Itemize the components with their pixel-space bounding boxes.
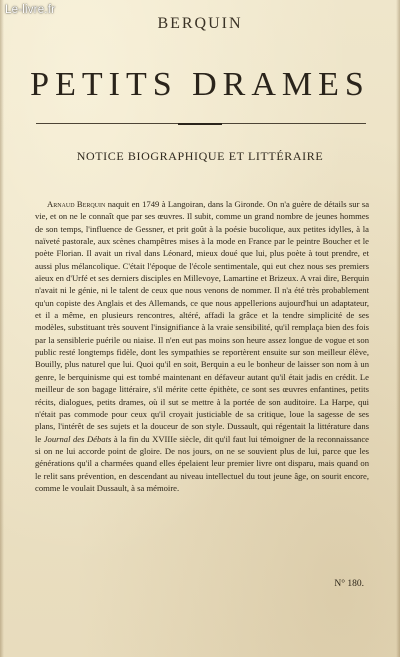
paragraph-text: naquit en 1749 à Langoiran, dans la Gironde. On n'a guère de détails sur sa vie, et on ne le connaît que par ses œuvres. Il subit, comme un grand nombre de jeunes hommes de son temps, l'influence de Gessner, et prit goût à la poésie bucolique, aux petites idylles, à la naïveté pastorale, aux scènes champêtres mises à la mode en France par le peintre Boucher et le poète Florian. Il avait un rival dans Léonard, mieux doué que lui, plus poète à tout prendre, et aussi plus mélancolique. C'était l'époque de l'école sentimentale, qui eut chez nous ses premiers aïeux en d'Urfé et ses derniers disciples en Millevoye, Lamartine et Brizeux. A vrai dire, Berquin n'avait ni le génie, ni le talent de ceux que nous venons de nommer. Il n'a été très probablement qu'un copiste des Anglais et des Allemands, ce que nous appellerions aujourd'hui un adaptateur, et il a même, en plusieurs rencontres, altéré, affadi la grâce et la tendre simplicité de ses modèles, substituant très souvent l'insignifiance à la vraie sensibilité, qu'il remplaça bien des fois par la sensiblerie puérile ou niaise. Il n'en eut pas moins son heure assez longue de vogue et son public resté longtemps fidèle, dont les sympathies se reportèrent ensuite sur son meilleur élève, Bouilly, plus naturel que lui. Quoi qu'il en soit, Berquin a eu le bonheur de laisser son nom à un genre, le berquinisme qui est tombé maintenant en défaveur autant qu'il était jadis en crédit. Le meilleur de son bagage littéraire, s'il mérite cette épithète, ce sont ses œuvres enfantines, petits récits, dialogues, petits drames, où il sut se mettre à la portée de son auditoire. La Harpe, qui n'était pas commode pour ceux qu'il croyait justiciable de sa critique, loue la sagesse de ses plans, l'intérêt de ses sujets et la douceur de son style. Dussault, qui régentait la littérature dans le xyxy=(35,199,370,444)
journal-title: Journal des Débats xyxy=(43,433,112,444)
opening-name: Arnaud Berquin xyxy=(47,199,106,209)
title-rule-accent xyxy=(178,123,222,125)
paragraph-text-end: à la fin du XVIIIe siècle, dit qu'il faut lui témoigner de la reconnaissance si on ne lui accorde point de gloire. De nos jours, on ne se souvient plus de lui, parce que les générations qu'il a charmées quand elles épelaient leur premier livre ont disparu, mais quand on le relit sans prévention, en descendant au niveau intellectuel du tout jeune âge, on sourit encore, comme le voulait Dussault, à sa mémoire. xyxy=(35,433,369,493)
running-header-author: BERQUIN xyxy=(157,15,243,32)
page-number: N° 180. xyxy=(334,579,364,589)
body-paragraph xyxy=(35,198,369,494)
page-title: PETITS DRAMES xyxy=(30,66,370,103)
body-text xyxy=(35,198,369,494)
section-title: NOTICE BIOGRAPHIQUE ET LITTÉRAIRE xyxy=(76,149,324,163)
watermark-logo: Le-livre.fr xyxy=(5,4,56,16)
